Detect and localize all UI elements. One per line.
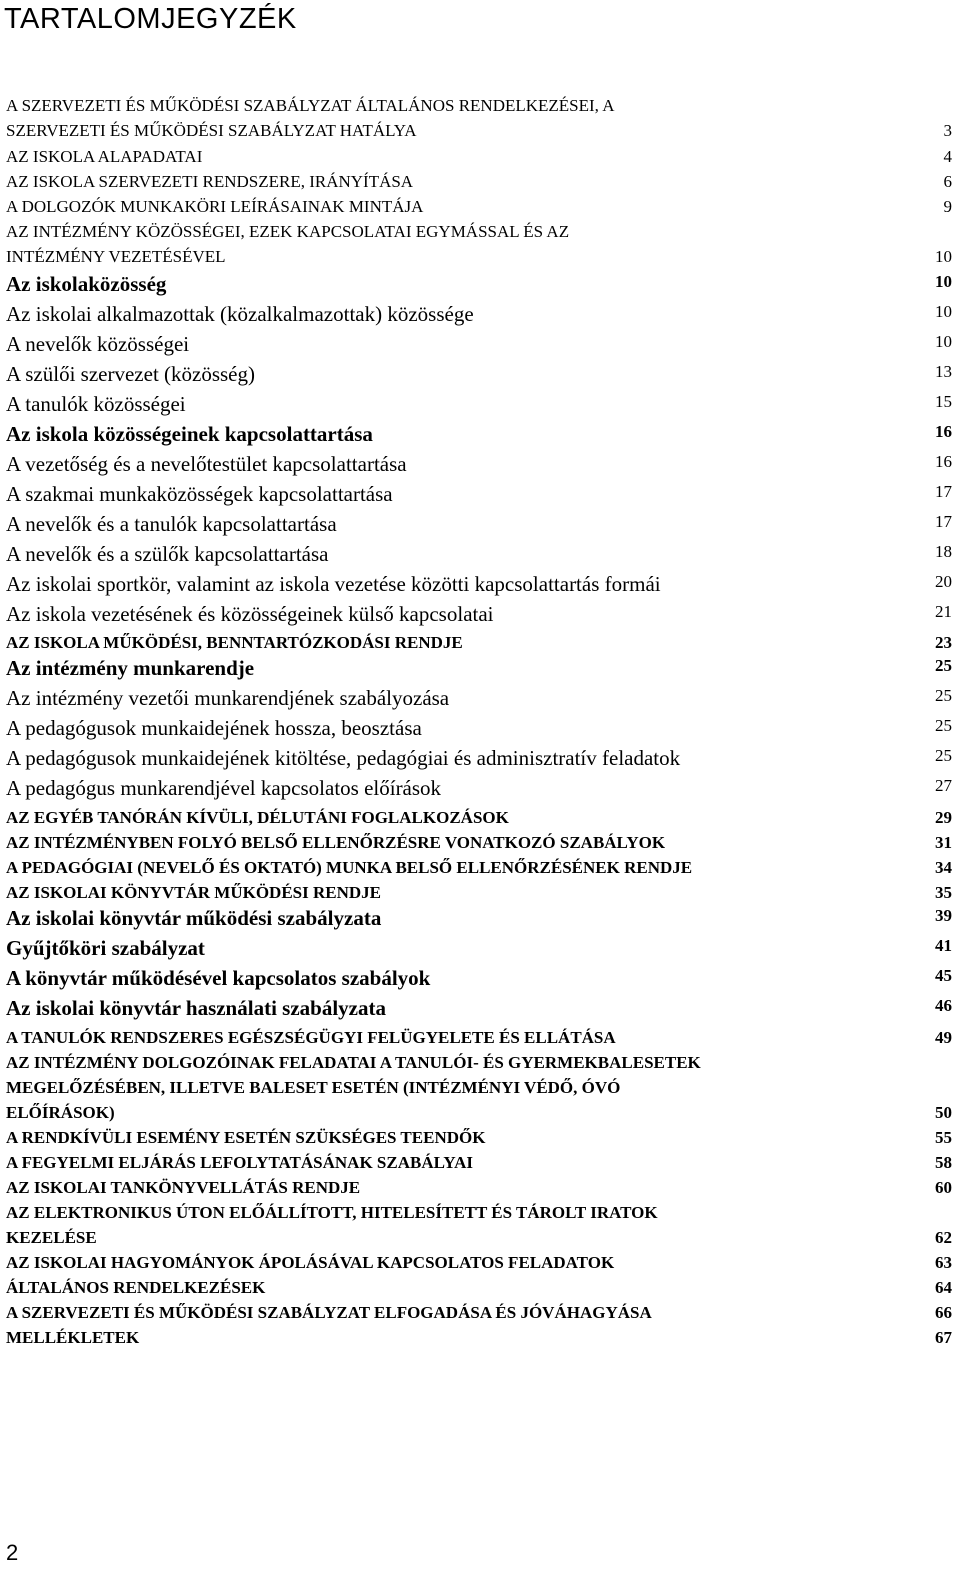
toc-entry-line: SZERVEZETI ÉS MŰKÖDÉSI SZABÁLYZAT HATÁLYA <box>6 120 417 140</box>
toc-entry-line: Gyűjtőköri szabályzat <box>6 936 205 960</box>
toc-entry-line: AZ INTÉZMÉNY DOLGOZÓINAK FELADATAI A TANULÓI- ÉS GYERMEKBALESETEK <box>6 1053 701 1072</box>
toc-entry-title <box>6 392 912 417</box>
toc-entry-page: 34 <box>935 858 952 877</box>
toc-entry-title <box>6 716 912 741</box>
toc-entry-title <box>6 686 912 711</box>
toc-entry-line: MEGELŐZÉSÉBEN, ILLETVE BALESET ESETÉN (INTÉZMÉNYI VÉDŐ, ÓVÓ <box>6 1077 621 1097</box>
toc-entry-page: 20 <box>935 572 952 591</box>
toc-entry-page: 27 <box>935 776 952 795</box>
toc-entry <box>6 542 952 567</box>
toc-entry-title <box>6 94 912 144</box>
toc-entry-line: AZ ISKOLA ALAPADATAI <box>6 147 203 166</box>
toc-entry-line: Az intézmény munkarendje <box>6 656 255 680</box>
toc-entry-title <box>6 966 912 991</box>
toc-entry <box>6 856 952 881</box>
toc-entry-page: 62 <box>935 1227 952 1247</box>
toc-entry-title <box>6 1276 912 1301</box>
toc-entry-line: ELŐÍRÁSOK) <box>6 1102 115 1122</box>
toc-entry <box>6 776 952 801</box>
toc-entry-page: 58 <box>935 1153 952 1172</box>
toc-entry-title <box>6 776 912 801</box>
toc-entry-page: 41 <box>935 936 952 955</box>
toc-entry-title <box>6 145 912 170</box>
toc-entry <box>6 686 952 711</box>
toc-entry-title <box>6 195 912 220</box>
toc-entry-line: INTÉZMÉNY VEZETÉSÉVEL <box>6 246 226 266</box>
toc-entry-title <box>6 452 912 477</box>
toc-entry-page: 39 <box>935 906 952 925</box>
toc-entry-title <box>6 332 912 357</box>
toc-entry <box>6 1126 952 1151</box>
toc-entry-title <box>6 656 912 681</box>
toc-entry-page: 29 <box>935 808 952 827</box>
toc-entry-title <box>6 1301 912 1326</box>
toc-entry-line: A nevelők és a tanulók kapcsolattartása <box>6 512 337 536</box>
toc-entry-page: 66 <box>935 1303 952 1322</box>
toc-entry-page: 25 <box>935 656 952 675</box>
toc-entry-line: Az iskolaközösség <box>6 272 167 296</box>
toc-entry-page: 63 <box>935 1253 952 1272</box>
toc-entry-title <box>6 572 912 597</box>
toc-entry-line: A pedagógus munkarendjével kapcsolatos előírások <box>6 776 442 800</box>
toc-entry-line: A pedagógusok munkaidejének hossza, beosztása <box>6 716 422 740</box>
toc-entry <box>6 966 952 991</box>
toc-entry-line: MELLÉKLETEK <box>6 1328 140 1347</box>
toc-entry <box>6 482 952 507</box>
toc-entry <box>6 170 952 195</box>
toc-entry-title <box>6 362 912 387</box>
toc-entry-page: 31 <box>935 833 952 852</box>
toc-entry-line: A DOLGOZÓK MUNKAKÖRI LEÍRÁSAINAK MINTÁJA <box>6 197 424 216</box>
toc-entry-page: 10 <box>935 332 952 351</box>
toc-entry <box>6 572 952 597</box>
toc-title: TARTALOMJEGYZÉK <box>4 3 297 35</box>
toc-entry <box>6 881 952 906</box>
toc-entry <box>6 1151 952 1176</box>
toc-entry <box>6 94 952 144</box>
toc-entry-page: 55 <box>935 1128 952 1147</box>
toc-entry-title <box>6 746 912 771</box>
toc-entry-title <box>6 1026 912 1051</box>
toc-entry-page: 17 <box>935 512 952 531</box>
toc-entry-line: A pedagógusok munkaidejének kitöltése, pedagógiai és adminisztratív feladatok <box>6 746 681 770</box>
toc-entry-line: Az iskola vezetésének és közösségeinek külső kapcsolatai <box>6 602 494 626</box>
toc-entry-line: AZ ISKOLAI HAGYOMÁNYOK ÁPOLÁSÁVAL KAPCSOLATOS FELADATOK <box>6 1253 615 1272</box>
toc-entry <box>6 362 952 387</box>
toc-entry <box>6 452 952 477</box>
toc-entry-page: 60 <box>935 1178 952 1197</box>
toc-entry-title <box>6 602 912 627</box>
toc-entry-page: 10 <box>935 272 952 291</box>
toc-entry-line: A nevelők és a szülők kapcsolattartása <box>6 542 329 566</box>
toc-entry-title <box>6 1201 912 1251</box>
toc-entry-line: A tanulók közösségei <box>6 392 186 416</box>
toc-entry-page: 16 <box>935 422 952 441</box>
toc-entry <box>6 512 952 537</box>
toc-entry-page: 6 <box>943 172 952 191</box>
toc-entry-page: 50 <box>935 1102 952 1122</box>
toc-entry-title <box>6 1251 912 1276</box>
toc-entry <box>6 1276 952 1301</box>
toc-entry-title <box>6 422 912 447</box>
toc-entry-page: 18 <box>935 542 952 561</box>
toc-entry-line: A RENDKÍVÜLI ESEMÉNY ESETÉN SZÜKSÉGES TEENDŐK <box>6 1128 486 1147</box>
toc-entry-line: A TANULÓK RENDSZERES EGÉSZSÉGÜGYI FELÜGYELETE ÉS ELLÁTÁSA <box>6 1028 616 1047</box>
toc-entry <box>6 631 952 656</box>
toc-entry <box>6 392 952 417</box>
toc-entry <box>6 302 952 327</box>
toc-entry-line: A szakmai munkaközösségek kapcsolattartása <box>6 482 393 506</box>
toc-entry <box>6 1051 952 1126</box>
toc-entry-page: 25 <box>935 716 952 735</box>
toc-entry-line: Az iskolai alkalmazottak (közalkalmazottak) közössége <box>6 302 474 326</box>
toc-entry-title <box>6 302 912 327</box>
toc-entry-title <box>6 831 912 856</box>
toc-entry-line: A szülői szervezet (közösség) <box>6 362 255 386</box>
toc-entry-title <box>6 1326 912 1351</box>
toc-entry-page: 35 <box>935 883 952 902</box>
toc-entry-line: A nevelők közösségei <box>6 332 190 356</box>
toc-entry-title <box>6 996 912 1021</box>
toc-entry-page: 25 <box>935 686 952 705</box>
toc-entry-title <box>6 936 912 961</box>
toc-entry-page: 67 <box>935 1328 952 1347</box>
toc-entry <box>6 602 952 627</box>
toc-entry-title <box>6 220 912 270</box>
toc-entry-line: A SZERVEZETI ÉS MŰKÖDÉSI SZABÁLYZAT ELFOGADÁSA ÉS JÓVÁHAGYÁSA <box>6 1303 652 1322</box>
toc-entry <box>6 1201 952 1251</box>
toc-entry-title <box>6 512 912 537</box>
toc-entry-line: A SZERVEZETI ÉS MŰKÖDÉSI SZABÁLYZAT ÁLTALÁNOS RENDELKEZÉSEI, A <box>6 96 615 115</box>
toc-entry-line: AZ ISKOLAI KÖNYVTÁR MŰKÖDÉSI RENDJE <box>6 883 381 902</box>
toc-entry <box>6 1251 952 1276</box>
toc-entry-title <box>6 881 912 906</box>
toc-entry-page: 64 <box>935 1278 952 1297</box>
toc-entry-page: 10 <box>935 302 952 321</box>
toc-entry <box>6 1026 952 1051</box>
toc-entry-title <box>6 906 912 931</box>
toc-entry-title <box>6 170 912 195</box>
toc-entry-page: 10 <box>935 246 952 266</box>
toc-entry <box>6 906 952 931</box>
toc-entry-line: Az intézmény vezetői munkarendjének szabályozása <box>6 686 450 710</box>
toc-entry-page: 21 <box>935 602 952 621</box>
toc-entry-line: ÁLTALÁNOS RENDELKEZÉSEK <box>6 1278 266 1297</box>
toc-entry-line: Az iskolai sportkör, valamint az iskola vezetése közötti kapcsolattartás formái <box>6 572 661 596</box>
toc-entry-line: A vezetőség és a nevelőtestület kapcsolattartása <box>6 452 407 476</box>
toc-entry-line: KEZELÉSE <box>6 1227 97 1247</box>
toc-entry-line: Az iskola közösségeinek kapcsolattartása <box>6 422 373 446</box>
toc-entry-line: Az iskolai könyvtár működési szabályzata <box>6 906 382 930</box>
toc-entry <box>6 332 952 357</box>
toc-entry-page: 17 <box>935 482 952 501</box>
toc-entry <box>6 996 952 1021</box>
toc-entry-title <box>6 272 912 297</box>
toc-entry-page: 25 <box>935 746 952 765</box>
toc-entry-page: 4 <box>943 147 952 166</box>
toc-entry-title <box>6 482 912 507</box>
toc-entry-line: AZ ELEKTRONIKUS ÚTON ELŐÁLLÍTOTT, HITELESÍTETT ÉS TÁROLT IRATOK <box>6 1203 658 1222</box>
toc-entry <box>6 145 952 170</box>
toc-entry <box>6 422 952 447</box>
toc-entry-page: 9 <box>943 197 952 216</box>
toc-entry <box>6 806 952 831</box>
toc-entry-line: A könyvtár működésével kapcsolatos szabályok <box>6 966 431 990</box>
toc-entry <box>6 936 952 961</box>
toc-entry <box>6 195 952 220</box>
toc-entry-line: AZ ISKOLA SZERVEZETI RENDSZERE, IRÁNYÍTÁSA <box>6 172 414 191</box>
toc-entry-title <box>6 1051 912 1126</box>
toc-entry-line: AZ INTÉZMÉNY KÖZÖSSÉGEI, EZEK KAPCSOLATAI EGYMÁSSAL ÉS AZ <box>6 222 570 241</box>
toc-entry-line: AZ ISKOLAI TANKÖNYVELLÁTÁS RENDJE <box>6 1178 361 1197</box>
toc-entry-page: 45 <box>935 966 952 985</box>
toc-entry <box>6 746 952 771</box>
toc-entry <box>6 656 952 681</box>
toc-entry <box>6 272 952 297</box>
toc-entry-title <box>6 806 912 831</box>
toc-entry-page: 49 <box>935 1028 952 1047</box>
toc-entry <box>6 1176 952 1201</box>
toc-entry <box>6 1301 952 1326</box>
toc-entry <box>6 716 952 741</box>
toc-entry-page: 3 <box>943 120 952 140</box>
toc-entry-line: AZ INTÉZMÉNYBEN FOLYÓ BELSŐ ELLENŐRZÉSRE VONATKOZÓ SZABÁLYOK <box>6 833 666 852</box>
toc-entry-title <box>6 542 912 567</box>
toc-entry-title <box>6 856 912 881</box>
toc-entry-line: A FEGYELMI ELJÁRÁS LEFOLYTATÁSÁNAK SZABÁLYAI <box>6 1153 473 1172</box>
toc-entry-line: AZ EGYÉB TANÓRÁN KÍVÜLI, DÉLUTÁNI FOGLALKOZÁSOK <box>6 808 509 827</box>
toc-entry-page: 46 <box>935 996 952 1015</box>
toc-entry <box>6 220 952 270</box>
toc-entry-line: AZ ISKOLA MŰKÖDÉSI, BENNTARTÓZKODÁSI RENDJE <box>6 633 463 652</box>
page-number: 2 <box>6 1540 19 1565</box>
toc-entry-title <box>6 1176 912 1201</box>
toc-entry-title <box>6 1126 912 1151</box>
toc-entry-page: 23 <box>935 633 952 652</box>
toc-entry <box>6 1326 952 1351</box>
toc-entry-page: 13 <box>935 362 952 381</box>
toc-entry-page: 16 <box>935 452 952 471</box>
toc-entry-page: 15 <box>935 392 952 411</box>
toc-entry-line: A PEDAGÓGIAI (NEVELŐ ÉS OKTATÓ) MUNKA BELSŐ ELLENŐRZÉSÉNEK RENDJE <box>6 858 693 877</box>
toc-entry-title <box>6 631 912 656</box>
toc-entry-title <box>6 1151 912 1176</box>
toc-entry <box>6 831 952 856</box>
toc-entry-line: Az iskolai könyvtár használati szabályzata <box>6 996 386 1020</box>
